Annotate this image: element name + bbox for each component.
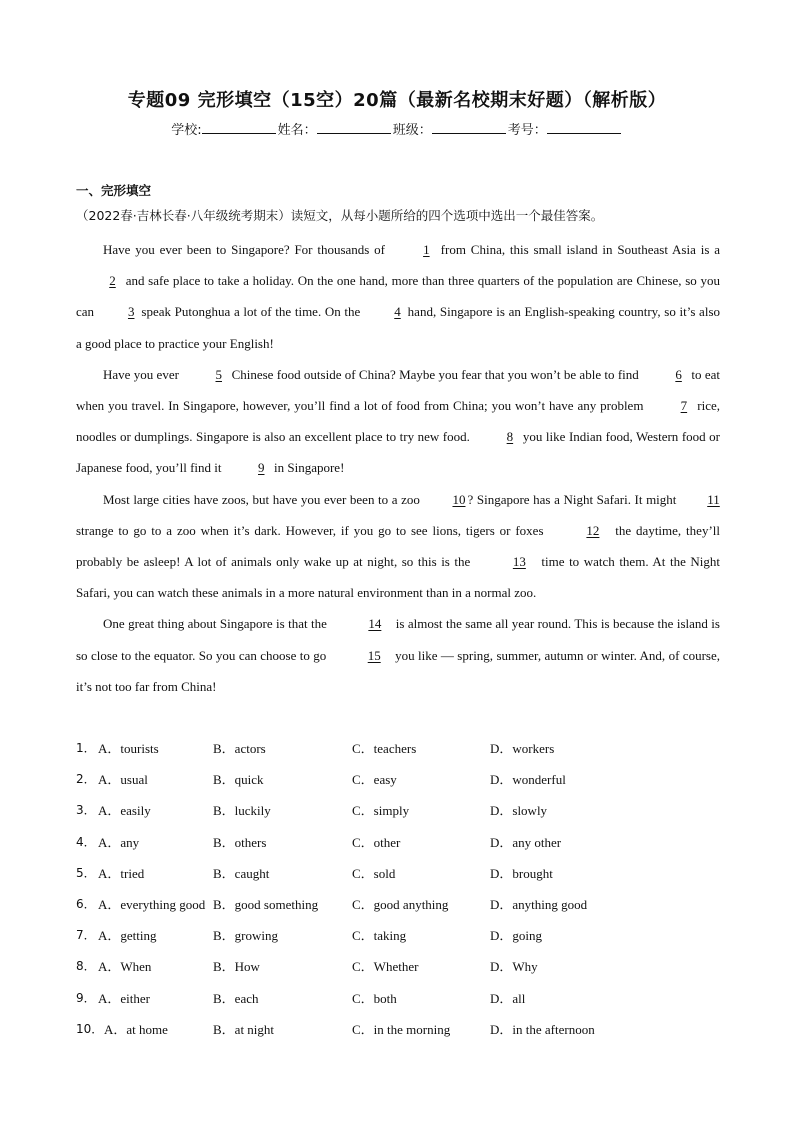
- exam-no-field[interactable]: [547, 121, 621, 134]
- class-field[interactable]: [432, 121, 506, 134]
- question-number: 1．: [76, 741, 96, 755]
- option-d[interactable]: D．Why: [490, 959, 538, 975]
- passage-text: strange to go to a zoo when it’s dark. However, if you go to see lions, tigers or foxes: [76, 522, 549, 538]
- blank-4: 4: [394, 304, 401, 320]
- option-a[interactable]: A．When: [98, 959, 152, 975]
- option-c[interactable]: C．both: [352, 990, 397, 1006]
- option-c[interactable]: C．sold: [352, 865, 396, 881]
- question-number: 6．: [76, 896, 96, 911]
- option-d[interactable]: D．workers: [490, 741, 555, 756]
- option-b[interactable]: B．others: [213, 834, 267, 850]
- section-heading: 一、完形填空: [76, 183, 152, 198]
- question-source: （2022春·吉林长春·八年级统考期末）读短文，从每小题所给的四个选项中选出一个最佳答案。: [76, 208, 604, 223]
- blank-5: 5: [215, 366, 222, 382]
- question-row: [76, 983, 726, 1014]
- blank-3: 3: [127, 304, 135, 320]
- option-b[interactable]: B．quick: [213, 772, 264, 788]
- paragraph-1: [76, 234, 720, 359]
- option-b[interactable]: B．caught: [213, 865, 270, 881]
- option-b[interactable]: B．actors: [213, 741, 266, 756]
- paragraph-4: [76, 608, 720, 702]
- blank-11: 11: [707, 491, 720, 507]
- question-row: [76, 920, 726, 951]
- option-c[interactable]: C．in the morning: [352, 1021, 451, 1037]
- question-number: 2．: [76, 772, 96, 787]
- question-row: [76, 827, 726, 858]
- passage-text: Have you ever been to Singapore? For thousands of: [103, 242, 390, 257]
- option-a[interactable]: A．tried: [98, 865, 145, 881]
- passage-text: time to watch them. At the Night Safari, you can watch these animals in a more natural environment than in a normal zoo.: [76, 554, 720, 601]
- option-d[interactable]: D．brought: [490, 865, 553, 881]
- page-title: 专题09 完形填空（15空）20篇（最新名校期末好题）（解析版）: [127, 90, 667, 111]
- option-a[interactable]: A．either: [98, 990, 150, 1006]
- answer-options: [76, 733, 726, 1045]
- question-number: 7．: [76, 928, 96, 943]
- cloze-passage: [76, 234, 720, 702]
- passage-text: Have you ever: [103, 366, 183, 382]
- option-a[interactable]: A．getting: [98, 928, 157, 944]
- option-c[interactable]: C．good anything: [352, 896, 449, 912]
- passage-text: Most large cities have zoos, but have you ever been to a zoo: [103, 491, 424, 507]
- option-b[interactable]: B．growing: [213, 928, 279, 944]
- passage-text: Chinese food outside of China? Maybe you fear that you won’t be able to find: [228, 366, 643, 382]
- passage-text: from China, this small island in Southeast Asia is a: [435, 242, 720, 257]
- option-a[interactable]: A．at home: [104, 1021, 168, 1037]
- paragraph-2: [76, 359, 720, 484]
- blank-2: 2: [109, 273, 116, 289]
- question-row: [76, 795, 726, 826]
- option-c[interactable]: C．Whether: [352, 959, 419, 975]
- question-number: 4．: [76, 834, 96, 849]
- name-label: 姓名：: [277, 123, 317, 138]
- passage-text: ? Singapore has a Night Safari. It might: [467, 491, 680, 507]
- option-c[interactable]: C．taking: [352, 928, 407, 944]
- option-a[interactable]: A．any: [98, 834, 140, 850]
- blank-7: 7: [680, 398, 688, 414]
- option-d[interactable]: D．slowly: [490, 803, 548, 819]
- passage-text: is almost the same all year round. This is because the island is so close to the equator. So you can choose to go: [76, 616, 720, 663]
- blank-1: 1: [423, 242, 430, 257]
- option-d[interactable]: D．going: [490, 928, 543, 944]
- blank-10: 10: [452, 491, 466, 507]
- option-d[interactable]: D．in the afternoon: [490, 1021, 595, 1037]
- blank-8: 8: [506, 429, 514, 445]
- passage-text: speak Putonghua a lot of the time. On the: [137, 304, 364, 320]
- passage-text: you like — spring, summer, autumn or winter. And, of course, it’s not too far from China!: [76, 647, 720, 694]
- option-d[interactable]: D．wonderful: [490, 772, 566, 788]
- question-row: [76, 858, 726, 889]
- question-number: 8．: [76, 959, 96, 974]
- question-row: [76, 1014, 726, 1045]
- blank-9: 9: [258, 460, 265, 476]
- option-d[interactable]: D．any other: [490, 834, 562, 850]
- question-number: 3．: [76, 803, 96, 818]
- option-b[interactable]: B．at night: [213, 1021, 275, 1037]
- option-b[interactable]: B．luckily: [213, 803, 271, 819]
- option-c[interactable]: C．other: [352, 834, 401, 850]
- question-row: [76, 951, 726, 982]
- option-b[interactable]: B．How: [213, 959, 260, 975]
- question-row: [76, 889, 726, 920]
- option-a[interactable]: A．everything good: [98, 896, 206, 912]
- blank-6: 6: [675, 366, 682, 382]
- option-b[interactable]: B．good something: [213, 896, 319, 912]
- passage-text: to eat when you travel. In Singapore, however, you’ll find a lot of food from China; you won’t have any problem: [76, 366, 720, 414]
- option-d[interactable]: D．anything good: [490, 896, 588, 912]
- question-row: [76, 733, 726, 764]
- option-a[interactable]: A．usual: [98, 772, 148, 788]
- blank-12: 12: [586, 522, 600, 538]
- option-d[interactable]: D．all: [490, 990, 526, 1006]
- school-field[interactable]: [202, 121, 276, 134]
- passage-text: in Singapore!: [270, 460, 345, 476]
- passage-text: the daytime, they’ll probably be asleep! A lot of animals only wake up at night, so this is the: [76, 522, 720, 570]
- question-number: 9．: [76, 990, 96, 1005]
- option-a[interactable]: A．tourists: [98, 741, 159, 756]
- school-label: 学校:: [171, 123, 202, 138]
- class-label: 班级：: [392, 123, 432, 138]
- passage-text: One great thing about Singapore is that the: [103, 616, 331, 632]
- passage-text: you like Indian food, Western food or Japanese food, you’ll find it: [76, 429, 720, 476]
- passage-text: hand, Singapore is an English-speaking country, so it’s also a good place to practice your English!: [76, 304, 721, 351]
- question-row: [76, 764, 726, 795]
- blank-14: 14: [368, 616, 382, 632]
- question-number: 5．: [76, 865, 96, 880]
- blank-15: 15: [367, 647, 381, 663]
- paragraph-3: [76, 484, 720, 609]
- option-b[interactable]: B．each: [213, 990, 259, 1006]
- exam-no-label: 考号：: [507, 123, 547, 138]
- option-c[interactable]: C．teachers: [352, 741, 417, 756]
- blank-13: 13: [512, 554, 526, 570]
- student-info-line: [0, 119, 794, 138]
- option-a[interactable]: A．easily: [98, 803, 151, 819]
- question-number: 10．: [76, 1021, 104, 1036]
- passage-text: and safe place to take a holiday. On the one hand, more than three quarters of the population are Chinese, so you can: [76, 273, 720, 320]
- name-field[interactable]: [317, 121, 391, 134]
- passage-text: rice, noodles or dumplings. Singapore is also an excellent place to try new food.: [76, 398, 720, 445]
- option-c[interactable]: C．simply: [352, 803, 410, 819]
- option-c[interactable]: C．easy: [352, 772, 397, 788]
